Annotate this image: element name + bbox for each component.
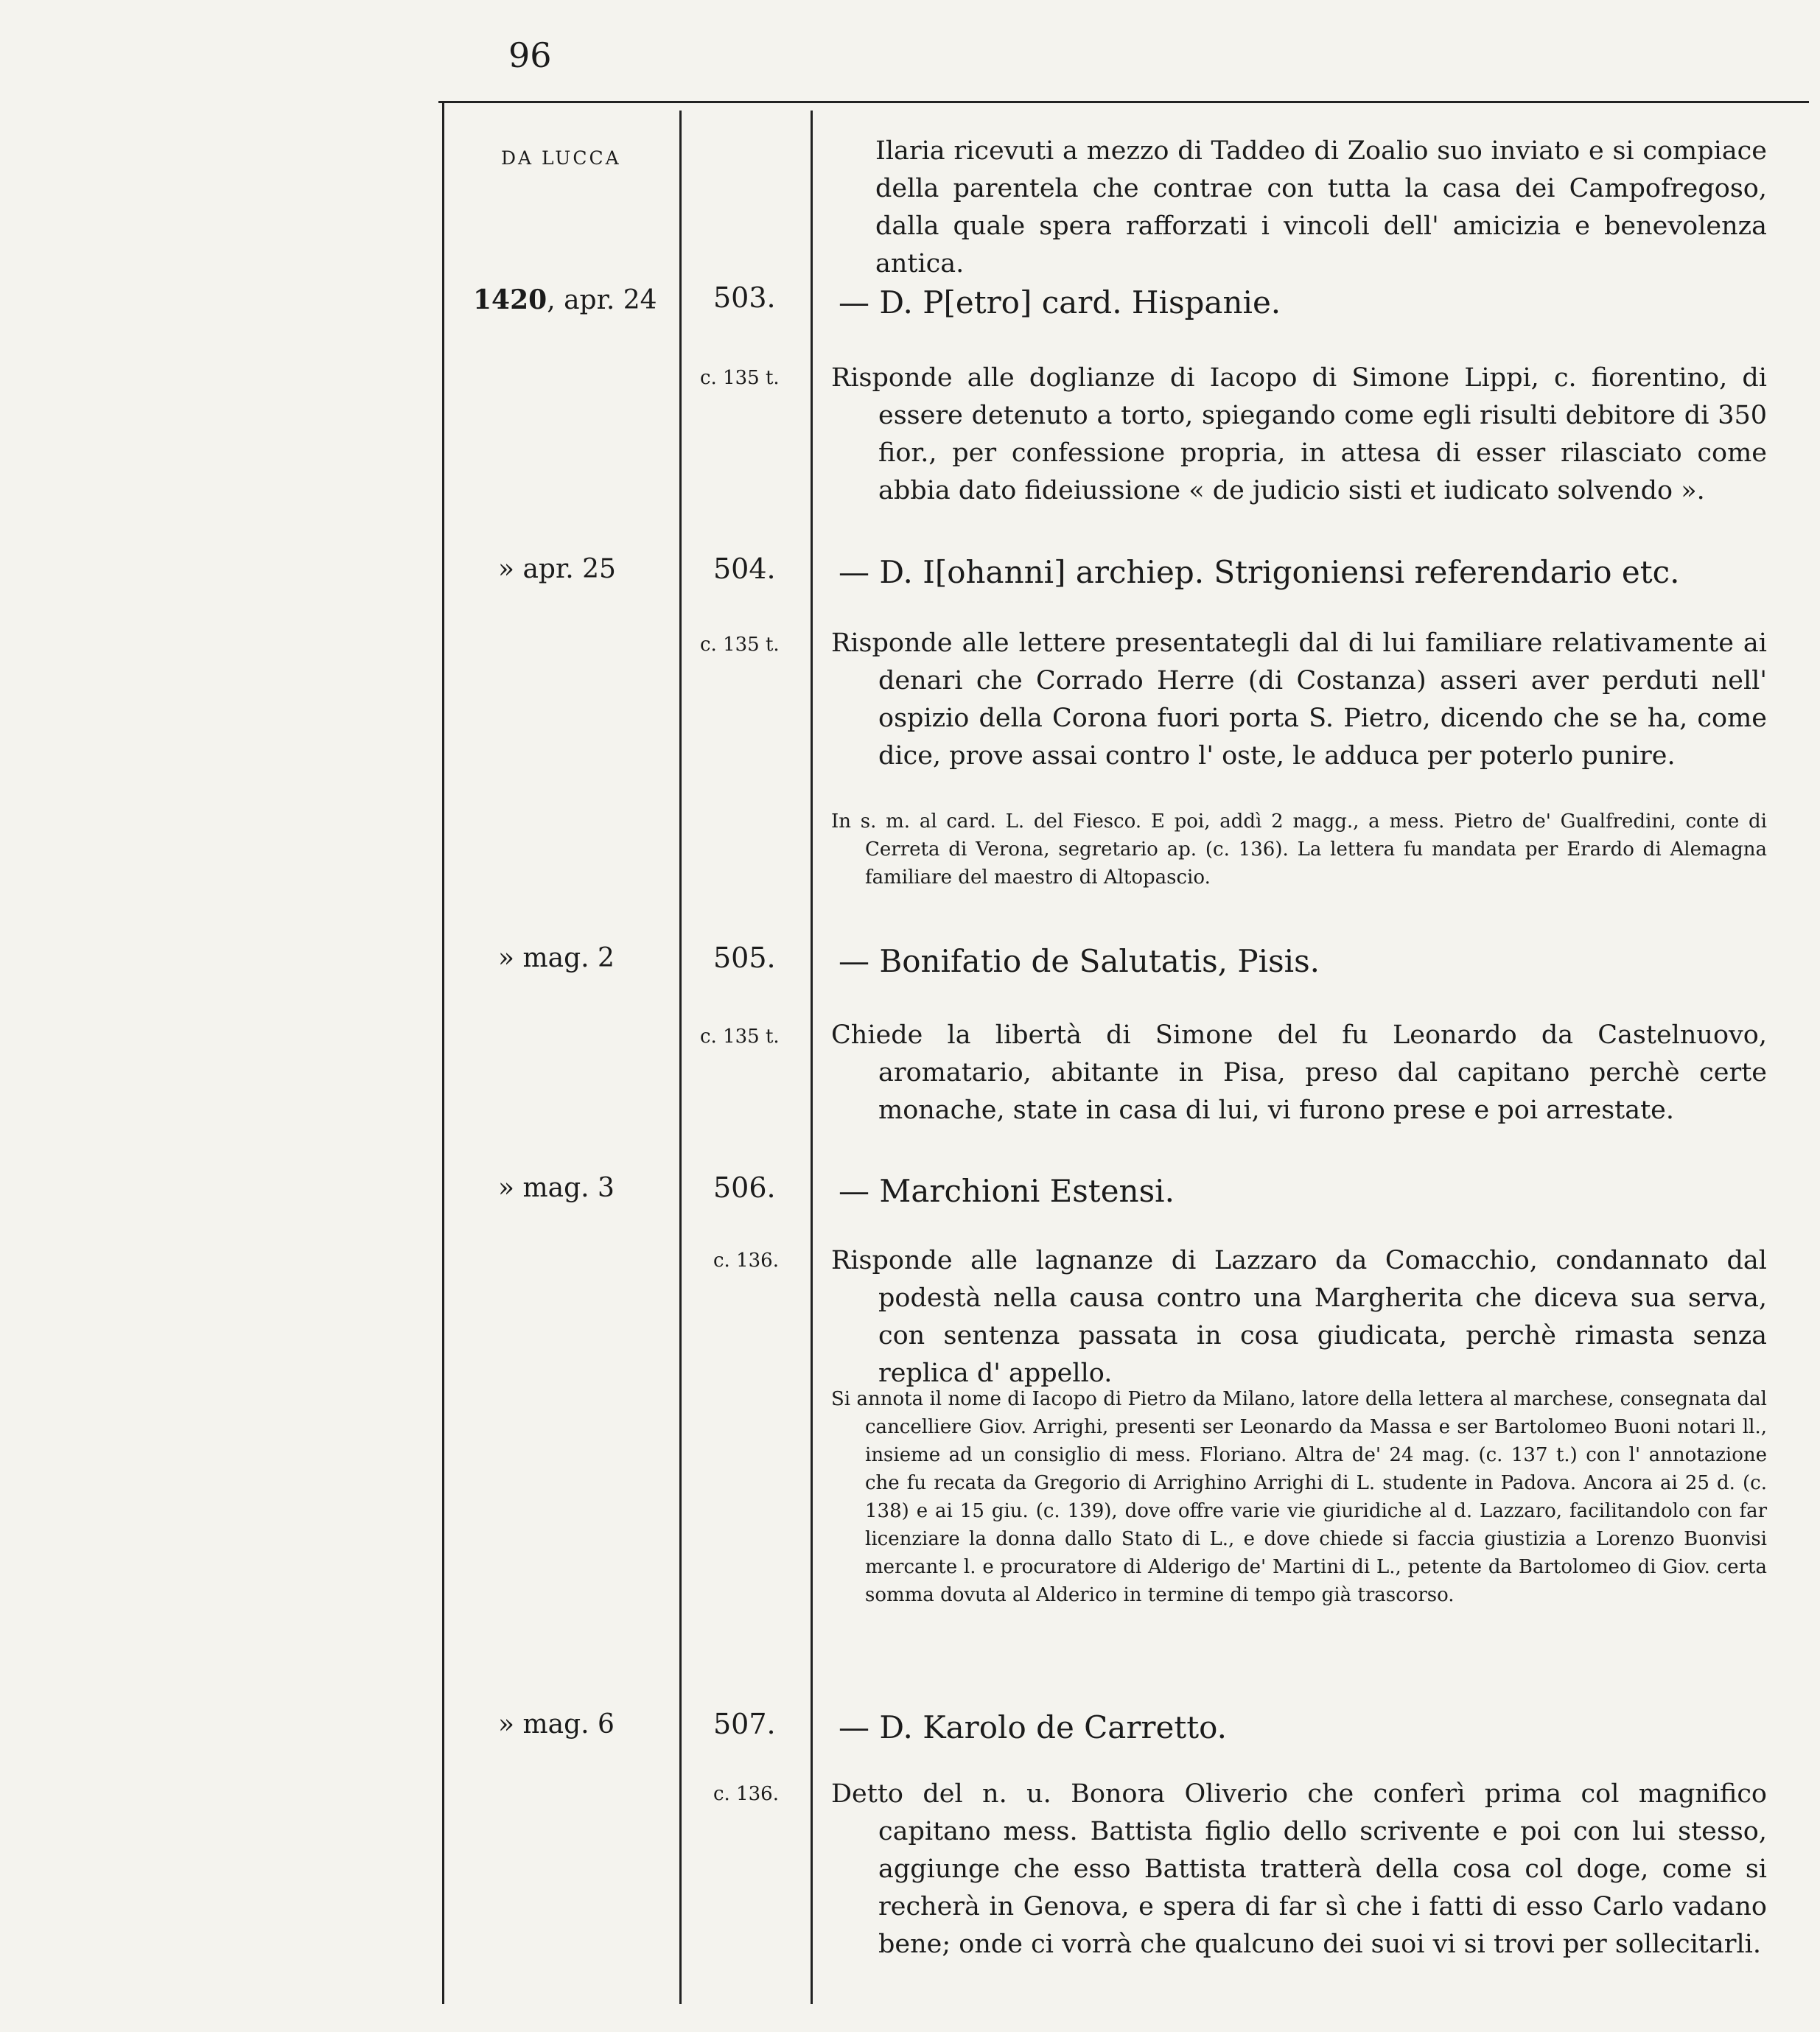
entry-carta-reference: c. 135 t. bbox=[700, 1026, 780, 1048]
entry-carta-reference: c. 135 t. bbox=[700, 367, 780, 389]
entry-addressee: — Marchioni Estensi. bbox=[839, 1173, 1175, 1209]
entry-note: In s. m. al card. L. del Fiesco. E poi, addì 2 magg., a mess. Pietro de' Gualfredini, conte di Cerreta di Verona, segretario ap. (c. 136). La lettera fu mandata per Erardo di Alemagna familiare del maestro di Altopascio. bbox=[831, 810, 1767, 889]
page-number: 96 bbox=[508, 35, 552, 75]
entry-addressee: — D. I[ohanni] archiep. Strigoniensi referendario etc. bbox=[839, 554, 1680, 590]
entry-number: 507. bbox=[713, 1708, 776, 1740]
entry-date: » mag. 2 bbox=[498, 943, 615, 973]
entry-addressee: — Bonifatio de Salutatis, Pisis. bbox=[839, 943, 1320, 979]
entry-number: 504. bbox=[713, 553, 776, 585]
entry-addressee: — D. Karolo de Carretto. bbox=[839, 1709, 1228, 1745]
entry-number: 506. bbox=[713, 1171, 776, 1204]
entry-summary: Risponde alle doglianze di Iacopo di Simone Lippi, c. fiorentino, di essere detenuto a torto, spiegando come egli risulti debitore di 350 fior., per confessione propria, in attesa di esser rilasciato come abbia dato fideiussione « de judicio sisti et iudicato solvendo ». bbox=[831, 363, 1767, 505]
archive-header-label: DA LUCCA bbox=[501, 147, 621, 169]
entry-summary: Risponde alle lettere presentategli dal di lui familiare relativamente ai denari che Corrado Herre (di Costanza) asseri aver perduti nell' ospizio della Corona fuori porta S. Pietro, dicendo che se ha, come dice, prove assai contro l' oste, le adduca per poterlo punire. bbox=[831, 628, 1767, 771]
entry-summary: Risponde alle lagnanze di Lazzaro da Comacchio, condannato dal podestà nella causa contro una Margherita che diceva sua serva, con sentenza passata in cosa giudicata, perchè rimasta senza replica d' appello. bbox=[831, 1246, 1767, 1388]
column-divider-middle bbox=[679, 111, 682, 2004]
column-divider-left bbox=[442, 103, 444, 2004]
entry-summary: Chiede la libertà di Simone del fu Leonardo da Castelnuovo, aromatario, abitante in Pisa, preso dal capitano perchè certe monache, state in casa di lui, vi furono prese e poi arrestate. bbox=[831, 1020, 1767, 1125]
entry-carta-reference: c. 136. bbox=[713, 1783, 779, 1805]
top-rule bbox=[438, 101, 1809, 103]
entry-note: Si annota il nome di Iacopo di Pietro da Milano, latore della lettera al marchese, consegnata dal cancelliere Giov. Arrighi, presenti ser Leonardo da Massa e ser Bartolomeo Buoni notari ll., insieme ad un consiglio di mess. Floriano. Altra de' 24 mag. (c. 137 t.) con l' annotazione che fu recata da Gregorio di Arrighino Arrighi di L. studente in Padova. Ancora ai 25 d. (c. 138) e ai 15 giu. (c. 139), dove offre varie vie giuridiche al d. Lazzaro, facilitandolo con far licenziare la donna dallo Stato di L., e dove chiede si faccia giustizia a Lorenzo Buonvisi mercante l. e procuratore di Alderigo de' Martini di L., petente da Bartolomeo di Giov. certa somma dovuta al Alderico in termine di tempo già trascorso. bbox=[831, 1388, 1767, 1606]
entry-date: » mag. 6 bbox=[498, 1709, 615, 1740]
entry-year: 1420 bbox=[473, 284, 547, 315]
entry-addressee: — D. P[etro] card. Hispanie. bbox=[839, 284, 1281, 320]
intro-continuation-text: Ilaria ricevuti a mezzo di Taddeo di Zoalio suo inviato e si compiace della parentela che contrae con tutta la casa dei Campofregoso, dalla quale spera rafforzati i vincoli dell' amicizia e benevolenza antica. bbox=[875, 136, 1767, 278]
entry-date: » mag. 3 bbox=[498, 1173, 615, 1203]
entry-number: 505. bbox=[713, 942, 776, 974]
entry-date-day: , apr. 24 bbox=[547, 285, 657, 315]
entry-carta-reference: c. 136. bbox=[713, 1250, 779, 1272]
entry-summary: Detto del n. u. Bonora Oliverio che conferì prima col magnifico capitano mess. Battista figlio dello scrivente e poi con lui stesso, aggiunge che esso Battista tratterà della cosa col doge, come si recherà in Genova, e spera di far sì che i fatti di esso Carlo vadano bene; onde ci vorrà che qualcuno dei suoi vi si trovi per sollecitarli. bbox=[831, 1779, 1767, 1959]
entry-number: 503. bbox=[713, 281, 776, 314]
entry-carta-reference: c. 135 t. bbox=[700, 634, 780, 656]
entry-date bbox=[473, 284, 657, 315]
entry-date: » apr. 25 bbox=[498, 554, 616, 584]
column-divider-right bbox=[811, 111, 813, 2004]
